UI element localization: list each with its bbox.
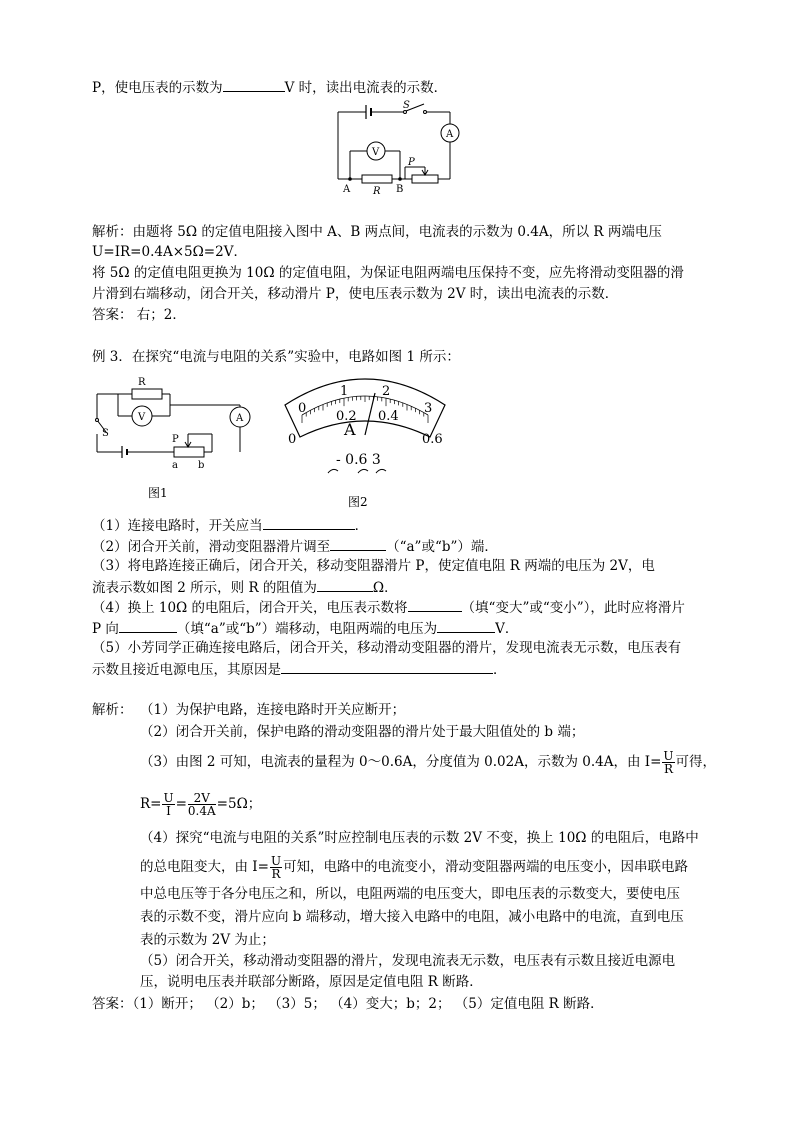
voltmeter-label: V bbox=[372, 147, 380, 158]
question-5b: 示数且接近电源电压，其原因是 ． bbox=[92, 659, 507, 680]
q3-blank bbox=[317, 577, 373, 592]
analysis3-p2: （2）闭合开关前，保护电路的滑动变阻器的滑片处于最大阻值处的 b 端； bbox=[140, 724, 585, 740]
figure2-ammeter bbox=[280, 375, 450, 510]
resistor-label: R bbox=[373, 186, 381, 197]
point-b-label: B bbox=[396, 184, 404, 195]
bottom-tick-label: 0.4 bbox=[378, 409, 399, 425]
fig2-terminals: - 0.6 3 bbox=[336, 452, 381, 468]
analysis1-answer: 答案： 右；2． bbox=[92, 307, 186, 323]
analysis3-answer: 答案：（1）断开； （2）b； （3）5； （4）变大；b；2； （5）定值电阻 R 断路． bbox=[92, 996, 604, 1012]
fraction-2v-over-04a: $\frac{2V}{0.4A}$ bbox=[187, 791, 216, 818]
question-3a: （3）将电路连接正确后，闭合开关，移动变阻器滑片 P，使定值电阻 R 两端的电压为 2V，电 bbox=[92, 558, 655, 574]
analysis3-p1: （1）为保护电路，连接电路时开关应断开； bbox=[140, 702, 406, 718]
q2-blank bbox=[330, 536, 386, 551]
q4-blank-2 bbox=[119, 618, 177, 633]
fraction-u-over-i: $\frac{U}{I}$ bbox=[163, 791, 174, 818]
question-3b: 流表示数如图 2 所示，则 R 的阻值为 Ω． bbox=[92, 577, 398, 598]
circuit-diagram-top bbox=[330, 100, 470, 200]
analysis3-p5b: 压，说明电压表并联部分断路，原因是定值电阻 R 断路． bbox=[140, 974, 483, 990]
question-4b: P 向 （填“a”或“b”）端移动，电阻两端的电压为 V． bbox=[92, 618, 518, 639]
fig1-r-label: R bbox=[138, 377, 146, 388]
analysis3-label: 解析： bbox=[92, 702, 133, 718]
bottom-tick-label: 0.6 bbox=[422, 432, 443, 447]
switch-label: S bbox=[403, 100, 410, 111]
top-tick-label: 0 bbox=[298, 401, 307, 416]
fig2-unit-label: A bbox=[344, 420, 356, 439]
answer-blank bbox=[223, 77, 285, 92]
top-tick-label: 3 bbox=[424, 401, 433, 416]
top-tick-label: 2 bbox=[382, 384, 391, 400]
q1-blank bbox=[263, 515, 355, 530]
fig1-caption: 图1 bbox=[148, 486, 168, 500]
fraction-u-over-r: $\frac{U}{R}$ bbox=[663, 749, 674, 776]
bottom-tick-label: 0 bbox=[288, 432, 297, 447]
fig1-slider-label: P bbox=[172, 434, 179, 445]
fraction-u-over-r-2: $\frac{U}{R}$ bbox=[270, 854, 282, 881]
analysis1-line3: 将 5Ω 的定值电阻更换为 10Ω 的定值电阻，为保证电阻两端电压保持不变，应先将滑动变阻器的滑 bbox=[92, 265, 684, 281]
analysis1-line2: U=IR=0.4A×5Ω=2V． bbox=[92, 244, 247, 260]
slider-label: P bbox=[408, 157, 415, 168]
analysis3-p3a: （3）由图 2 可知，电流表的量程为 0～0.6A，分度值为 0.02A，示数为 0.4A，由 I= $\frac{U}{R}$ 可得， bbox=[140, 749, 717, 776]
fig1-a-label: a bbox=[172, 460, 178, 471]
analysis3-p3b: R= $\frac{U}{I}$ = $\frac{2V}{0.4A}$ =5Ω； bbox=[140, 791, 262, 818]
example3-title: 例 3．在探究“电流与电阻的关系”实验中，电路如图 1 所示： bbox=[92, 349, 460, 365]
fig1-voltmeter-label: V bbox=[138, 412, 146, 423]
fig1-ammeter-label: A bbox=[236, 413, 244, 424]
point-a-label: A bbox=[343, 184, 351, 195]
ammeter-label: A bbox=[446, 129, 454, 140]
fig1-b-label: b bbox=[198, 460, 205, 471]
question-1: （1）连接电路时，开关应当 ． bbox=[92, 515, 368, 536]
q5-blank bbox=[281, 659, 493, 674]
bottom-tick-label: 0.2 bbox=[336, 409, 357, 425]
analysis3-p4d: 表的示数不变，滑片应向 b 端移动，增大接入电路中的电阻，减小电路中的电流，直到电压 bbox=[140, 909, 684, 925]
analysis1-line4: 片滑到右端移动，闭合开关，移动滑片 P，使电压表示数为 2V 时，读出电流表的示数． bbox=[92, 286, 619, 302]
analysis3-p4e: 表的示数为 2V 为止； bbox=[140, 932, 275, 948]
fig2-caption: 图2 bbox=[348, 495, 368, 509]
top-line bbox=[92, 77, 447, 98]
analysis3-p4c: 中总电压等于各分电压之和，所以，电阻两端的电压变大，即电压表的示数变大，要使电压 bbox=[140, 886, 680, 902]
top-line-text: P，使电压表的示数为 bbox=[92, 80, 223, 96]
top-line-end: V 时，读出电流表的示数． bbox=[284, 80, 448, 96]
q4-blank-1 bbox=[408, 597, 462, 612]
top-tick-label: 1 bbox=[340, 384, 349, 400]
question-4a: （4）换上 10Ω 的电阻后，闭合开关，电压表示数将 （填“变大”或“变小”），此时应将滑片 bbox=[92, 597, 685, 618]
fig1-switch-label: S bbox=[102, 428, 109, 439]
question-5a: （5）小芳同学正确连接电路后，闭合开关，移动滑动变阻器的滑片，发现电流表无示数，电压表有 bbox=[92, 640, 682, 656]
analysis3-p5a: （5）闭合开关，移动滑动变阻器的滑片，发现电流表无示数，电压表有示数且接近电源电 bbox=[140, 953, 676, 969]
question-2: （2）闭合开关前，滑动变阻器滑片调至 （“a”或“b”）端． bbox=[92, 536, 498, 557]
analysis3-p4b: 的总电阻变大，由 I= $\frac{U}{R}$ 可知，电路中的电流变小，滑动变阻器两端的电压变小，因串联电路 bbox=[140, 854, 689, 881]
analysis3-p4a: （4）探究“电流与电阻的关系”时应控制电压表的示数 2V 不变，换上 10Ω 的电阻后，电路中 bbox=[140, 830, 699, 846]
q4-blank-3 bbox=[437, 618, 495, 633]
figure1-circuit bbox=[92, 372, 272, 502]
analysis1-line1: 解析：由题将 5Ω 的定值电阻接入图中 A、B 两点间，电流表的示数为 0.4A，所以 R 两端电压 bbox=[92, 224, 662, 240]
